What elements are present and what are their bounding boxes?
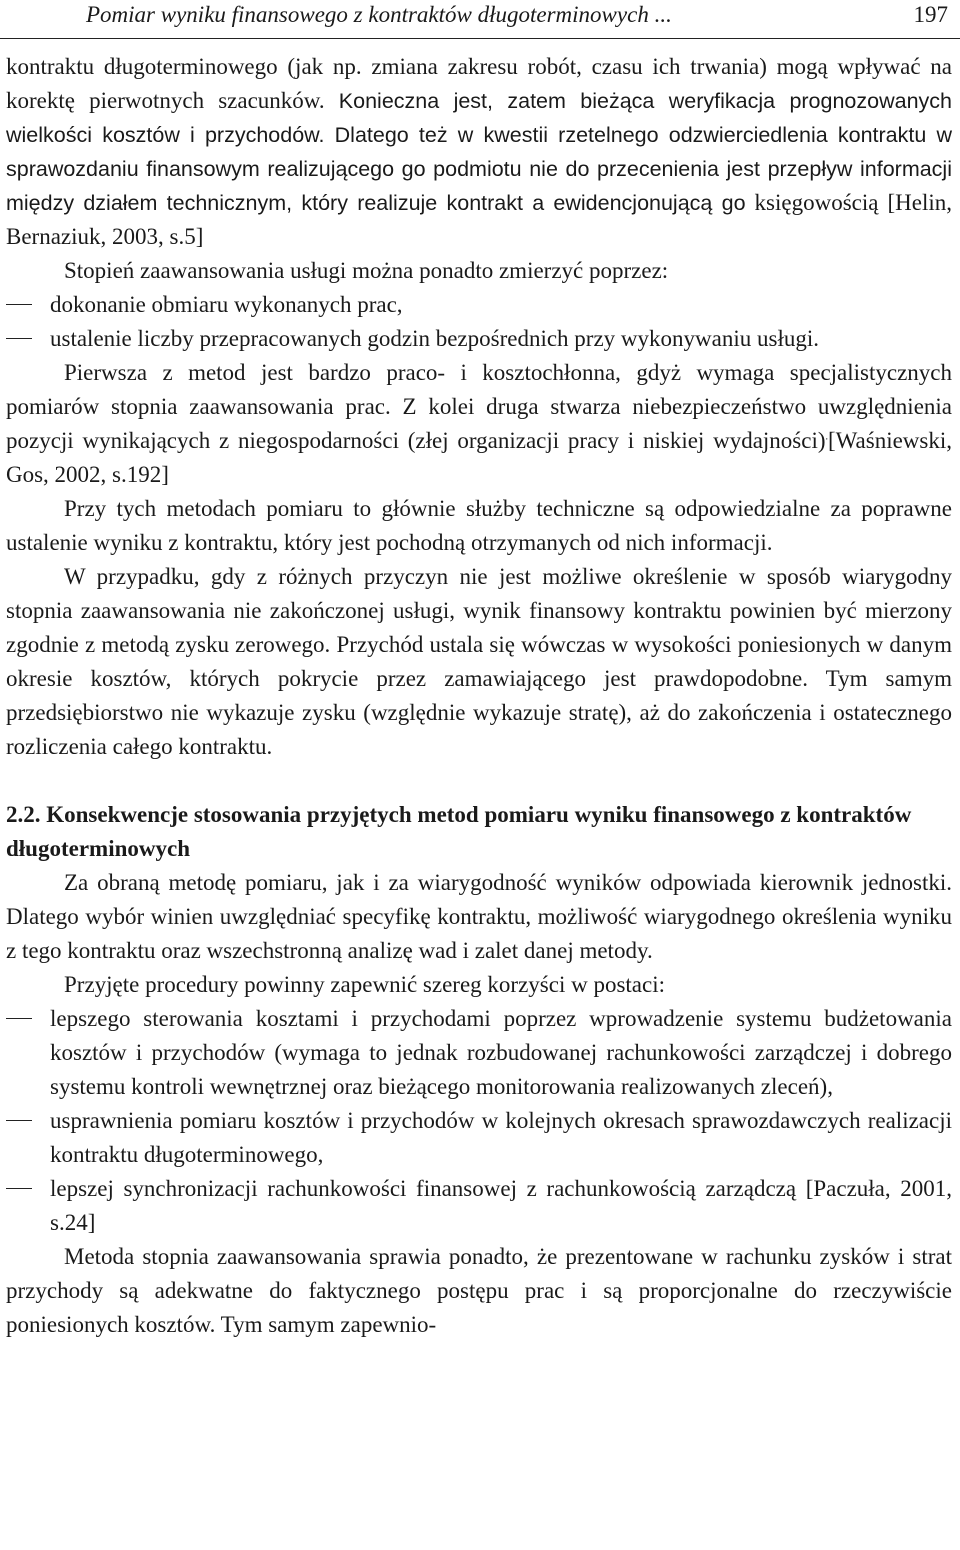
paragraph-2-intro: Stopień zaawansowania usługi można ponadto zmierzyć poprzez:	[64, 258, 669, 283]
paragraph-3-text: Pierwsza z metod jest bardzo praco- i kosztochłonna, gdyż wymaga specjalistycznych pomiarów stopnia zaawansowania prac. Z kolei druga stwarza niebezpieczeństwo uwzględnienia pozycji wynikających z niegospodarności (złej organizacji pracy i niskiej wydajności)	[6, 360, 952, 453]
running-title: Pomiar wyniku finansowego z kontraktów długoterminowych ...	[86, 2, 672, 27]
list-item: dokonanie obmiaru wykonanych prac,	[6, 288, 952, 322]
paragraph-4: Przy tych metodach pomiaru to głównie służby techniczne są odpowiedzialne za poprawne ustalenie wyniku z kontraktu, który jest pochodną otrzymanych od nich informacji.	[6, 496, 952, 555]
section-heading: 2.2. Konsekwencje stosowania przyjętych metod pomiaru wyniku finansowego z kontraktów długoterminowych	[6, 802, 912, 861]
list-item: lepszego sterowania kosztami i przychodami poprzez wprowadzenie systemu budżetowania kosztów i przychodów (wymaga to jednak rozbudowanej rachunkowości zarządczej i dobrego systemu kontroli wewnętrznej oraz bieżącego monitorowania realizowanych zleceń),	[6, 1002, 952, 1104]
paragraph-7-intro: Przyjęte procedury powinny zapewnić szereg korzyści w postaci:	[64, 972, 665, 997]
paragraph-6: Za obraną metodę pomiaru, jak i za wiarygodność wyników odpowiada kierownik jednostki. Dlatego wybór winien uwzględniać specyfikę kontraktu, możliwość wiarygodnego określenia wyniku z tego kontraktu oraz wszechstronną analizę wad i zalet danej metody.	[6, 870, 952, 963]
running-header	[0, 0, 960, 39]
paragraph-3-citation: [Waśniewski, Gos, 2002, s.192]	[6, 428, 952, 487]
paragraph-3-superscript: .	[825, 431, 829, 443]
paragraph-3	[6, 356, 952, 492]
benefits-list	[6, 1002, 952, 1240]
document-body	[6, 50, 952, 1342]
paragraph-8: Metoda stopnia zaawansowania sprawia ponadto, że prezentowane w rachunku zysków i strat przychody są adekwatne do faktycznego postępu prac i są proporcjonalne do rzeczywiście poniesionych kosztów. Tym samym zapewnio-	[6, 1244, 952, 1337]
paragraph-1-citation: księgowością [Helin, Bernaziuk, 2003, s.5]	[6, 190, 952, 249]
list-item: ustalenie liczby przepracowanych godzin bezpośrednich przy wykonywaniu usługi.	[6, 322, 952, 356]
paragraph-1-start: kontraktu długoterminowego (jak np. zmiana zakresu robót, czasu ich trwania) mogą wpływać na korektę pierwotnych szacunków.	[6, 54, 952, 113]
paragraph-1-sans-run: Konieczna jest, zatem bieżąca weryfikacja prognozowanych wielkości kosztów i przychodów. Dlatego też w kwestii rzetelnego odzwierciedlenia kontraktu w sprawozdaniu finansowym realizującego go podmiotu nie do przecenienia jest przepływ informacji między działem technicznym, który realizuje kontrakt a ewidencjonującą go	[6, 89, 952, 215]
paragraph-1	[6, 50, 952, 254]
page-number: 197	[913, 2, 948, 27]
paragraph-5: W przypadku, gdy z różnych przyczyn nie jest możliwe określenie w sposób wiarygodny stopnia zaawansowania nie zakończonej usługi, wynik finansowy kontraktu powinien być mierzony zgodnie z metodą zysku zerowego. Przychód ustala się wówczas w wysokości poniesionych w danym okresie kosztów, których pokrycie przez zamawiającego jest prawdopodobne. Tym samym przedsiębiorstwo nie wykazuje zysku (względnie wykazuje stratę), aż do zakończenia i ostatecznego rozliczenia całego kontraktu.	[6, 564, 952, 759]
list-item: lepszej synchronizacji rachunkowości finansowej z rachunkowością zarządczą [Paczuła, 2001, s.24]	[6, 1172, 952, 1240]
measurement-methods-list	[6, 288, 952, 356]
list-item: usprawnienia pomiaru kosztów i przychodów w kolejnych okresach sprawozdawczych realizacji kontraktu długoterminowego,	[6, 1104, 952, 1172]
